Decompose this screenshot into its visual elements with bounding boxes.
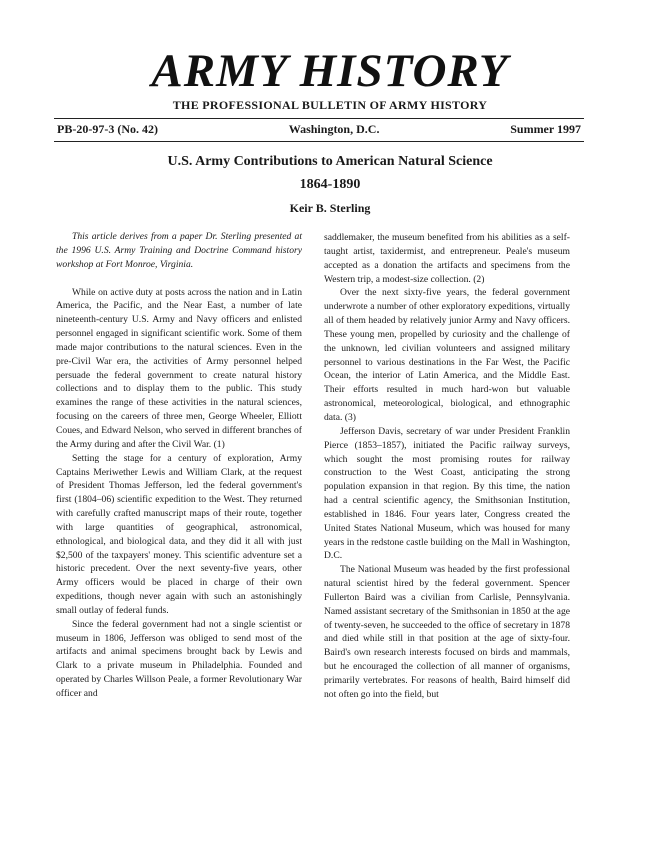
body-paragraph: Over the next sixty-five years, the federal government underwrote a number of other exploratory expeditions, virtually all of them headed by relatively junior Army and Navy officers. These young men, propelled by curiosity and the challenge of the unknown, led civilian volunteers and assigned military personnel to various destinations in the Far West, the Pacific Ocean, the interior of Latin America, and the Middle East. Their efforts resulted in much hard-won but valuable astronomical, meteorological, biological, and ethnographic data. (3) xyxy=(324,287,570,423)
body-paragraph-continued: saddlemaker, the museum benefited from his abilities as a self-taught artist, taxidermist, and entrepreneur. Peale's museum accepted as a donation the artifacts and specimens from the Western trip, a modest-size collection. (2) xyxy=(324,232,570,285)
article-title xyxy=(0,150,660,196)
body-paragraph: Jefferson Davis, secretary of war under President Franklin Pierce (1853–1857), initiated the Pacific railway surveys, which sought the most promising routes for railway construction to the West Coast, anticipating the strong population expansion in that region. By this time, the nation had a central scientific agency, the Smithsonian Institution, established in 1846. Four years later, Congress created the United States National Museum, which was housed for many years in the redstone castle building on the Mall in Washington, D.C. xyxy=(324,425,570,562)
article-author: Keir B. Sterling xyxy=(289,201,371,215)
right-column xyxy=(324,231,570,702)
body-paragraph: Setting the stage for a century of exploration, Army Captains Meriwether Lewis and William Clark, at the request of President Thomas Jefferson, led the federal government's first (1804–06) scientific expedition to the West. They returned with carefully crafted manuscript maps of their route, together with large quantities of geographical, astronomical, ethnological, and biological data, and they did it all with just $2,500 of the taxpayers' money. This scientific adventure set a historic precedent. Over the next seventy-five years, other Army officers would be placed in charge of their own expeditions, though never again with such an astonishingly small outlay of federal funds. xyxy=(56,452,302,616)
issue-line xyxy=(57,122,581,137)
body-paragraph: While on active duty at posts across the nation and in Latin America, the Pacific, and the Near East, a number of late nineteenth-century U.S. Army and Navy officers and enlisted personnel engaged in significant scientific work. Some of them made major contributions to the natural sciences. Even in the pre-Civil War era, the activities of Army personnel helped persuade the federal government to create natural history collections and to display them to the public. This study examines the range of these activities in the natural sciences, focusing on the careers of three men, George Wheeler, Elliott Coues, and Edward Nelson, who served in different branches of the Army during and after the Civil War. (1) xyxy=(56,286,302,450)
body-paragraph: Since the federal government had not a single scientist or museum in 1806, Jefferson was obliged to send most of the artifacts and animal specimens brought back by Lewis and Clark to a private museum in Philadelphia. Founded and operated by Charles Willson Peale, a former Revolutionary War officer and xyxy=(56,618,302,699)
intro-note: This article derives from a paper Dr. Sterling presented at the 1996 U.S. Army Training and Doctrine Command history workshop at Fort Monroe, Virginia. xyxy=(56,231,302,270)
top-divider xyxy=(54,118,584,119)
masthead-title: ARMY HISTORY xyxy=(151,45,509,97)
masthead-subtitle: THE PROFESSIONAL BULLETIN OF ARMY HISTORY xyxy=(172,98,488,112)
article-title-main: U.S. Army Contributions to American Natural Science xyxy=(167,154,493,169)
article-title-years: 1864-1890 xyxy=(299,177,361,192)
issue-number: PB-20-97-3 (No. 42) xyxy=(57,122,158,136)
body-paragraph: The National Museum was headed by the first professional natural scientist hired by the federal government. Spencer Fullerton Baird was a civilian from Carlisle, Pennsylvania. Named assistant secretary of the Smithsonian in 1850 at the age of twenty-seven, he succeeded to the office of secretary in 1878 and died while still in that position at the age of sixty-four. Baird's own research interests focused on birds and mammals, but he encouraged the collection of all manner of organisms, primarily vertebrates. For reasons of health, Baird himself did not often go into the field, but xyxy=(324,564,570,700)
issue-location: Washington, D.C. xyxy=(288,122,380,136)
bottom-divider xyxy=(54,141,584,142)
left-column xyxy=(56,230,302,701)
issue-season: Summer 1997 xyxy=(510,122,581,136)
